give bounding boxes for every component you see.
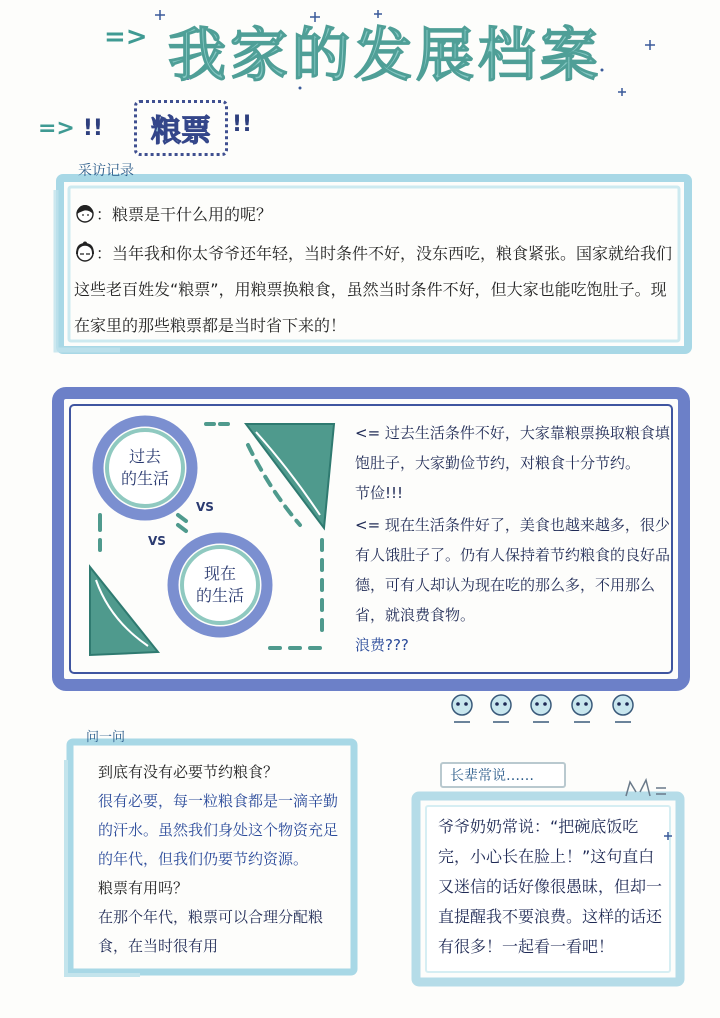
small-faces-row [452,695,633,722]
small-face-eye [456,702,460,706]
small-face-head [491,695,511,715]
vs-label: VS [148,534,166,548]
small-face-eye [625,702,629,706]
small-face-eye [464,702,468,706]
interview-question [74,200,680,230]
past-description-text: <= 过去生活条件不好，大家靠粮票换取粮食填饱肚子，大家勤俭节约，对粮食十分节约。 [355,424,670,472]
grandma-face-icon [74,241,96,263]
interview-answer [74,236,680,344]
dash [178,515,186,531]
present-circle-line1: 现在 [203,564,236,583]
small-face-eye [503,702,507,706]
interview-answer-text: ：当年我和你太爷爷还年轻，当时条件不好，没东西吃，粮食紧张。国家就给我们这些老百姓发“粮票”，用粮票换粮食，虽然当时条件不好，但大家也能吃饱肚子。现在家里的那些粮票都是当时省下来的！ [74,244,673,335]
sparkle-icon [618,88,626,96]
subtitle-text: 粮票 [151,114,211,149]
small-face-eye [535,702,539,706]
ask-answer-2: 在那个年代，粮票可以合理分配粮食，在当时很有用 [98,908,324,955]
subtitle-arrow: => [38,116,75,141]
ask-question-1: 到底有没有必要节约粮食？ [98,763,279,781]
present-emphasis: 浪费??? [355,636,409,654]
ask-answer-1: 很有必要，每一粒粮食都是一滴辛勤的汗水。虽然我们身处这个物资充足的年代，但我们仍要节约资源。 [98,792,339,868]
elders-label: 长辈常说…… [450,768,534,784]
small-face-icon [452,695,472,722]
past-circle-line2: 的生活 [120,469,169,488]
small-face-head [613,695,633,715]
ask-question-2: 粮票有用吗？ [98,879,189,897]
subtitle-marks-left: !! [82,116,103,141]
small-face-eye [576,702,580,706]
small-face-head [531,695,551,715]
interview-question-text: ：粮票是干什么用的呢？ [96,205,273,224]
sparkle-icon [155,10,165,20]
past-circle-line1: 过去 [128,447,161,466]
bottom-left-triangle [90,567,158,655]
interview-label: 采访记录 [78,163,134,179]
girl-face-icon [74,202,96,224]
present-circle-label [180,563,260,607]
sparkle-icon [645,40,655,50]
past-circle-label [105,446,185,490]
small-face-icon [613,695,633,722]
small-face-icon [531,695,551,722]
girl-face-eye [82,214,84,216]
subtitle-box [134,100,228,156]
small-face-icon [491,695,511,722]
past-description [355,418,677,508]
small-face-eye [495,702,499,706]
present-description [355,510,677,660]
small-face-eye [543,702,547,706]
subtitle-arrow-group [38,116,103,141]
elders-label-box [440,762,566,788]
subtitle-marks-right: !! [232,112,253,137]
vs-label: VS [196,500,214,514]
present-circle-line2: 的生活 [195,586,244,605]
page-title: 我家的发展档案 [168,21,603,89]
present-description-text: <= 现在生活条件好了，美食也越来越多，很少有人饿肚子了。仍有人保持着节约粮食的良好品德，可有人却认为现在吃的那么多，不用那么省，就浪费食物。 [355,516,671,624]
small-face-eye [584,702,588,706]
grandma-face-bun [83,242,87,246]
title-arrow: => [104,22,148,52]
small-face-head [452,695,472,715]
ask-content [98,758,348,961]
ask-label: 问一问 [86,730,126,745]
small-face-head [572,695,592,715]
small-face-icon [572,695,592,722]
elders-text: 爷爷奶奶常说：“把碗底饭吃完，小心长在脸上！”这句直白又迷信的话好像很愚昧，但却一直提醒我不要浪费。这样的话还有很多！一起看一看吧！ [438,817,663,956]
girl-face-eye [87,214,89,216]
past-emphasis: 节俭!!! [355,484,404,502]
small-face-eye [617,702,621,706]
